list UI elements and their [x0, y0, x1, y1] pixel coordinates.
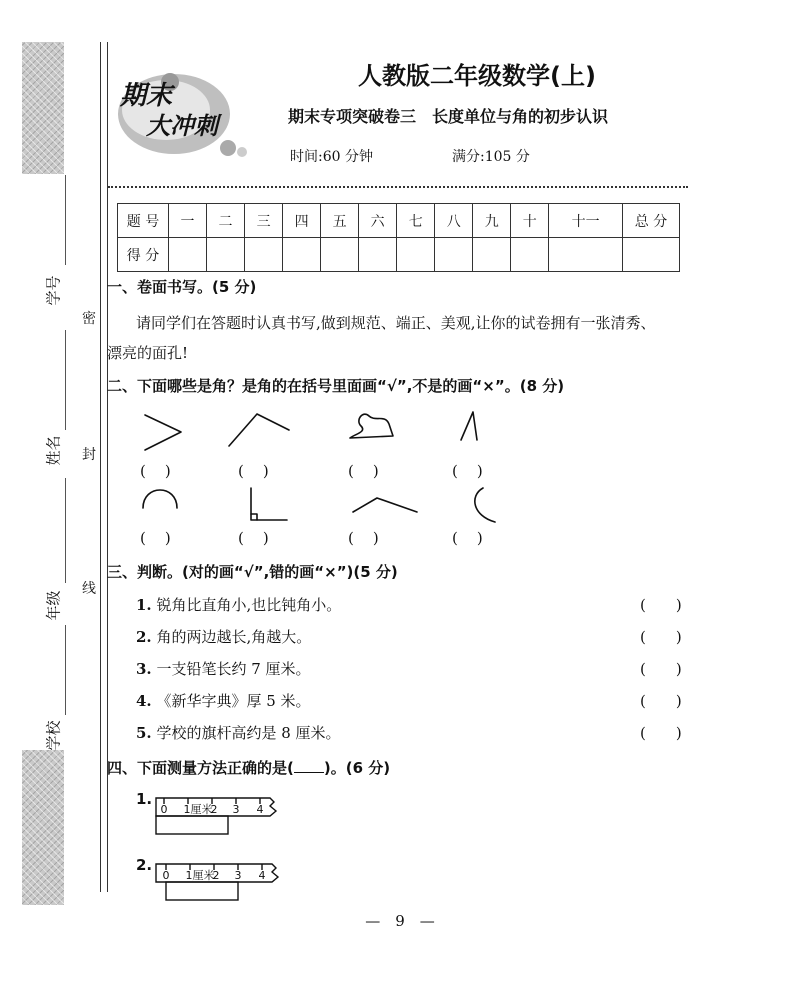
- judge-text: 锐角比直角小,也比钝角小。: [156, 596, 342, 614]
- judge-blank-5[interactable]: ( ): [640, 724, 682, 742]
- judge-blank-2[interactable]: ( ): [640, 628, 682, 646]
- ruler1-number: 1.: [136, 790, 153, 808]
- ruler2-number: 2.: [136, 856, 153, 874]
- judge-num: 5.: [136, 724, 152, 742]
- figure-angle-2: [229, 414, 289, 446]
- judge-item-4: [136, 690, 311, 711]
- score-col: 十一: [549, 204, 623, 238]
- exam-title: 人教版二年级数学(上): [358, 62, 596, 90]
- score-table-label: 题 号: [118, 204, 169, 238]
- page-number: 9: [395, 912, 405, 930]
- section3-heading: 三、判断。(对的画“√”,错的画“×”)(5 分): [107, 563, 398, 581]
- score-cell[interactable]: [549, 238, 623, 272]
- ruler2-figure: [150, 858, 300, 908]
- figure-curve-8: [475, 488, 495, 522]
- grade-rule: [65, 478, 66, 583]
- judge-item-1: [136, 594, 341, 615]
- score-cell[interactable]: [511, 238, 549, 272]
- section1-heading: 一、卷面书写。(5 分): [107, 278, 257, 296]
- ruler-label: 4: [256, 803, 264, 816]
- grade-label: 年级: [44, 590, 63, 621]
- ruler-label: 1厘米: [185, 869, 215, 882]
- figure-angle-7: [353, 498, 417, 512]
- judge-num: 1.: [136, 596, 152, 614]
- judge-blank-3[interactable]: ( ): [640, 660, 682, 678]
- score-col: 八: [435, 204, 473, 238]
- score-cell[interactable]: [169, 238, 207, 272]
- exam-subtitle: 期末专项突破卷三 长度单位与角的初步认识: [288, 107, 609, 126]
- section4-heading-part2: )。(6 分): [323, 759, 391, 777]
- ruler-label: 0: [162, 869, 170, 882]
- answer-blank[interactable]: ( ): [452, 529, 485, 547]
- page-footer: [0, 910, 800, 931]
- school-rule: [65, 625, 66, 715]
- answer-blank[interactable]: ( ): [348, 529, 381, 547]
- header-divider: [108, 186, 688, 188]
- exam-full-score: 满分:105 分: [452, 149, 530, 165]
- judge-text: 《新华字典》厚 5 米。: [156, 692, 311, 710]
- school-label: 学校: [44, 720, 63, 751]
- exam-logo: [112, 62, 262, 162]
- score-cell[interactable]: [473, 238, 511, 272]
- score-table-header-row: [118, 204, 680, 238]
- judge-num: 2.: [136, 628, 152, 646]
- judge-text: 角的两边越长,角越大。: [156, 628, 312, 646]
- judge-item-2: [136, 626, 311, 647]
- ruler-label: 3: [234, 869, 242, 882]
- score-cell[interactable]: [283, 238, 321, 272]
- judge-text: 一支铅笔长约 7 厘米。: [156, 660, 311, 678]
- score-col: 五: [321, 204, 359, 238]
- section1-text-line1: 请同学们在答题时认真书写,做到规范、端正、美观,让你的试卷拥有一张清秀、: [136, 314, 656, 332]
- logo-text-1: 期末: [120, 81, 173, 111]
- score-table: [117, 203, 680, 272]
- figure-angle-1: [145, 415, 181, 450]
- section2-heading: 二、下面哪些是角？是角的在括号里面画“√”,不是的画“×”。(8 分): [107, 377, 565, 395]
- side-texture-bottom: [22, 750, 64, 905]
- side-texture-top: [22, 42, 64, 174]
- seal-xian: 线: [82, 581, 96, 597]
- score-cell[interactable]: [435, 238, 473, 272]
- judge-num: 4.: [136, 692, 152, 710]
- section4-answer-blank[interactable]: [294, 772, 324, 773]
- exam-time: 时间:60 分钟: [290, 149, 373, 165]
- ruler-label: 2: [210, 803, 218, 816]
- score-col: 一: [169, 204, 207, 238]
- ruler-label: 2: [212, 869, 220, 882]
- judge-blank-1[interactable]: ( ): [640, 596, 682, 614]
- score-cell[interactable]: [321, 238, 359, 272]
- ruler-label: 1厘米: [183, 803, 213, 816]
- footer-dash-left: —: [365, 912, 396, 930]
- judge-item-3: [136, 658, 311, 679]
- judge-num: 3.: [136, 660, 152, 678]
- right-angle-mark: [251, 514, 257, 520]
- section4-heading: [107, 757, 390, 778]
- student-id-label: 学号: [44, 275, 63, 306]
- judge-text: 学校的旗杆高约是 8 厘米。: [156, 724, 341, 742]
- ruler1-figure: [150, 792, 300, 842]
- score-cell[interactable]: [397, 238, 435, 272]
- score-cell[interactable]: [359, 238, 397, 272]
- score-table-score-row: [118, 238, 680, 272]
- score-col: 六: [359, 204, 397, 238]
- judge-blank-4[interactable]: ( ): [640, 692, 682, 710]
- ruler-label: 0: [160, 803, 168, 816]
- section1-text-line2: 漂亮的面孔!: [107, 344, 189, 362]
- ruler-label: 4: [258, 869, 266, 882]
- answer-blank[interactable]: ( ): [348, 462, 381, 480]
- score-col: 二: [207, 204, 245, 238]
- section4-heading-part1: 四、下面测量方法正确的是(: [107, 759, 294, 777]
- answer-blank[interactable]: ( ): [238, 462, 271, 480]
- seal-mi: 密: [82, 311, 96, 327]
- figure-curve-3: [350, 414, 393, 438]
- ruler-label: 3: [232, 803, 240, 816]
- ruler2-measured-object: [166, 882, 238, 900]
- score-cell[interactable]: [245, 238, 283, 272]
- footer-dash-right: —: [404, 912, 435, 930]
- score-row-label: 得 分: [118, 238, 169, 272]
- score-col: 四: [283, 204, 321, 238]
- score-cell[interactable]: [207, 238, 245, 272]
- score-col: 三: [245, 204, 283, 238]
- answer-blank[interactable]: ( ): [238, 529, 271, 547]
- score-col: 九: [473, 204, 511, 238]
- student-id-rule: [65, 175, 66, 265]
- answer-blank[interactable]: ( ): [140, 462, 173, 480]
- score-cell[interactable]: [623, 238, 680, 272]
- name-label: 姓名: [44, 435, 63, 466]
- score-col: 七: [397, 204, 435, 238]
- binding-line-left: [100, 42, 101, 892]
- judge-item-5: [136, 722, 341, 743]
- answer-blank[interactable]: ( ): [452, 462, 485, 480]
- logo-text-2: 大冲刺: [146, 112, 218, 140]
- ruler1-measured-object: [156, 816, 228, 834]
- figure-arc-5: [143, 490, 177, 508]
- seal-feng: 封: [82, 447, 96, 463]
- name-rule: [65, 330, 66, 430]
- score-col-total: 总 分: [623, 204, 680, 238]
- figure-angle-4: [461, 412, 477, 440]
- score-col: 十: [511, 204, 549, 238]
- answer-blank[interactable]: ( ): [140, 529, 173, 547]
